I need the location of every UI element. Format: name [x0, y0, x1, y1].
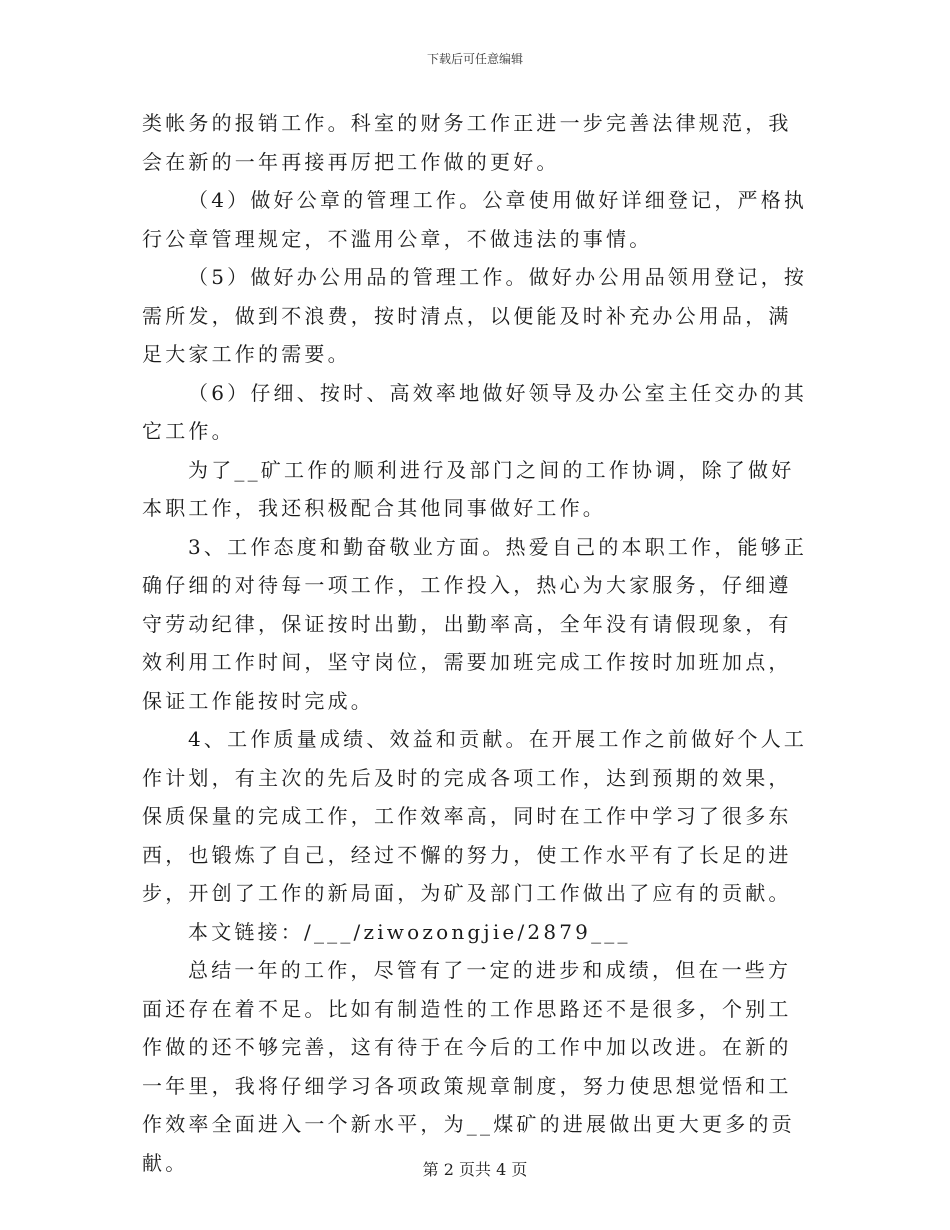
paragraph: 3、工作态度和勤奋敬业方面。热爱自己的本职工作，能够正确仔细的对待每一项工作，工作投入，热心为大家服务，仔细遵守劳动纪律，保证按时出勤，出勤率高，全年没有请假现象，有效利用工作时间，坚守岗位，需要加班完成工作按时加班加点，保证工作能按时完成。 [142, 534, 808, 713]
paragraph: 4、工作质量成绩、效益和贡献。在开展工作之前做好个人工作计划，有主次的先后及时的完成各项工作，达到预期的效果，保质保量的完成工作，工作效率高，同时在工作中学习了很多东西，也锻炼了自己，经过不懈的努力，使工作水平有了长足的进步，开创了工作的新局面，为矿及部门工作做出了应有的贡献。 [142, 727, 808, 905]
paragraph: 类帐务的报销工作。科室的财务工作正进一步完善法律规范，我会在新的一年再接再厉把工作做的更好。 [142, 111, 792, 174]
paragraph: 为了__矿工作的顺利进行及部门之间的工作协调，除了做好本职工作，我还积极配合其他同事做好工作。 [142, 457, 795, 520]
page-number: 第 2 页共 4 页 [422, 1160, 528, 1179]
paragraph: （4）做好公章的管理工作。公章使用做好详细登记，严格执行公章管理规定，不滥用公章，不做违法的事情。 [142, 188, 808, 251]
article-link: 本文链接：/___/ziwozongjie/2879___ [188, 919, 631, 944]
document-body [142, 104, 808, 1182]
paragraph: （5）做好办公用品的管理工作。做好办公用品领用登记，按需所发，做到不浪费，按时清点，以便能及时补充办公用品，满足大家工作的需要。 [142, 265, 808, 366]
paragraph: （6）仔细、按时、高效率地做好领导及办公室主任交办的其它工作。 [142, 380, 808, 443]
page-header: 下载后可任意编辑 [426, 52, 523, 66]
paragraph: 总结一年的工作，尽管有了一定的进步和成绩，但在一些方面还存在着不足。比如有制造性的工作思路还不是很多，个别工作做的还不够完善，这有待于在今后的工作中加以改进。在新的一年里，我将仔细学习各项政策规章制度，努力使思想觉悟和工作效率全面进入一个新水平，为__煤矿的进展做出更大更多的贡献。 [142, 958, 795, 1175]
